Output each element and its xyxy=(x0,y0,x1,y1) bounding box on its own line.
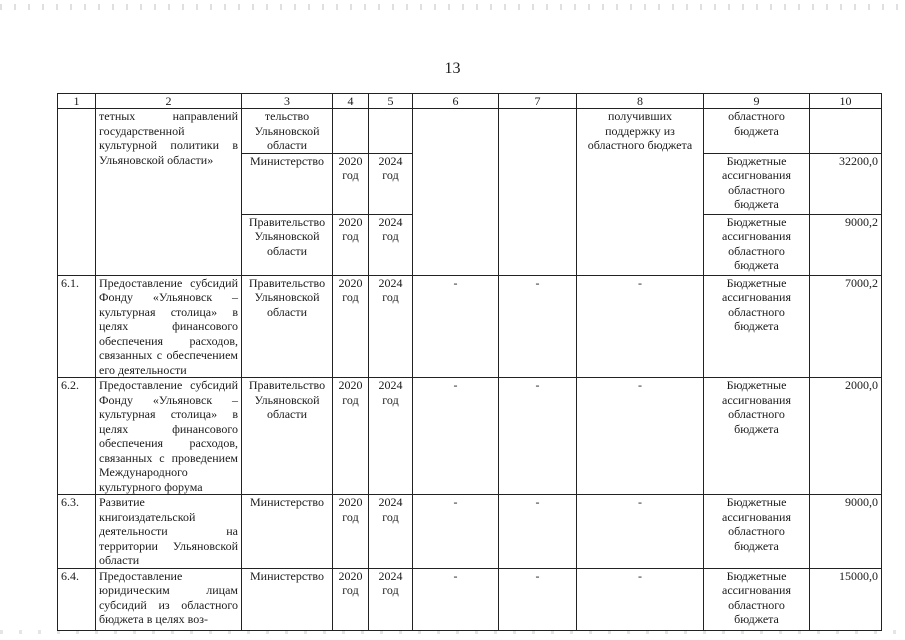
row-end-year: 2024 год xyxy=(369,378,413,495)
row-col6: - xyxy=(413,568,499,630)
row-end-year xyxy=(369,109,413,154)
row-executor: Министерство xyxy=(242,495,333,569)
row-col6: - xyxy=(413,495,499,569)
row-col6 xyxy=(413,109,499,276)
row-amount: 32200,0 xyxy=(810,153,882,214)
row-executor: Министерство xyxy=(242,153,333,214)
row-description: Предоставление юридическим лицам субсидий из областного бюджета в целях воз- xyxy=(96,568,242,630)
row-number: 6.2. xyxy=(58,378,96,495)
scan-noise-bottom xyxy=(0,630,905,634)
row-funding-source: Бюджетные ассигнования областного бюджета xyxy=(704,568,810,630)
row-amount: 9000,2 xyxy=(810,214,882,275)
row-number: 6.3. xyxy=(58,495,96,569)
row-description: Развитие книгоиздательской деятельности на территории Ульяновской области xyxy=(96,495,242,569)
col-num-5: 5 xyxy=(369,94,413,109)
row-indicator: получивших поддержку из областного бюджета xyxy=(577,109,704,276)
row-funding-source: Бюджетные ассигнования областного бюджета xyxy=(704,275,810,378)
row-start-year xyxy=(333,109,369,154)
row-start-year: 2020 год xyxy=(333,378,369,495)
row-amount: 9000,0 xyxy=(810,495,882,569)
row-col7: - xyxy=(499,495,577,569)
row-executor: Правительство Ульяновской области xyxy=(242,378,333,495)
row-end-year: 2024 год xyxy=(369,495,413,569)
row-end-year: 2024 год xyxy=(369,153,413,214)
row-number xyxy=(58,109,96,276)
row-col7: - xyxy=(499,378,577,495)
col-num-9: 9 xyxy=(704,94,810,109)
row-description: тетных направлений государственной культурной политики в Ульяновской области» xyxy=(96,109,242,276)
row-indicator: - xyxy=(577,495,704,569)
row-col7 xyxy=(499,109,577,276)
row-start-year: 2020 год xyxy=(333,275,369,378)
row-executor: тельство Ульяновской области xyxy=(242,109,333,154)
row-description: Предоставление субсидий Фонду «Ульяновск – культурная столица» в целях финансового обеспечения расходов, связанных с обеспечением его деятельности xyxy=(96,275,242,378)
program-table xyxy=(57,93,882,631)
row-start-year: 2020 год xyxy=(333,153,369,214)
row-indicator: - xyxy=(577,568,704,630)
row-end-year: 2024 год xyxy=(369,214,413,275)
row-number: 6.4. xyxy=(58,568,96,630)
row-amount: 7000,2 xyxy=(810,275,882,378)
row-end-year: 2024 год xyxy=(369,275,413,378)
col-num-3: 3 xyxy=(242,94,333,109)
col-num-7: 7 xyxy=(499,94,577,109)
row-start-year: 2020 год xyxy=(333,495,369,569)
col-num-4: 4 xyxy=(333,94,369,109)
table-row xyxy=(58,275,882,378)
table-row xyxy=(58,109,882,154)
row-col6: - xyxy=(413,378,499,495)
table-row xyxy=(58,568,882,630)
col-num-2: 2 xyxy=(96,94,242,109)
row-funding-source: областного бюджета xyxy=(704,109,810,154)
row-col7: - xyxy=(499,275,577,378)
row-funding-source: Бюджетные ассигнования областного бюджета xyxy=(704,153,810,214)
row-description: Предоставление субсидий Фонду «Ульяновск – культурная столица» в целях финансового обеспечения расходов, связанных с проведением Международного культурного форума xyxy=(96,378,242,495)
row-executor: Министерство xyxy=(242,568,333,630)
column-number-row xyxy=(58,94,882,109)
row-start-year: 2020 год xyxy=(333,568,369,630)
row-funding-source: Бюджетные ассигнования областного бюджета xyxy=(704,214,810,275)
row-indicator: - xyxy=(577,275,704,378)
row-executor: Правительство Ульяновской области xyxy=(242,214,333,275)
row-indicator: - xyxy=(577,378,704,495)
col-num-10: 10 xyxy=(810,94,882,109)
col-num-6: 6 xyxy=(413,94,499,109)
table-row xyxy=(58,495,882,569)
table-row xyxy=(58,378,882,495)
row-col7: - xyxy=(499,568,577,630)
row-amount: 15000,0 xyxy=(810,568,882,630)
row-col6: - xyxy=(413,275,499,378)
row-amount: 2000,0 xyxy=(810,378,882,495)
row-funding-source: Бюджетные ассигнования областного бюджета xyxy=(704,378,810,495)
scan-noise-top xyxy=(0,4,905,10)
col-num-8: 8 xyxy=(577,94,704,109)
row-funding-source: Бюджетные ассигнования областного бюджета xyxy=(704,495,810,569)
col-num-1: 1 xyxy=(58,94,96,109)
row-amount xyxy=(810,109,882,154)
row-number: 6.1. xyxy=(58,275,96,378)
row-executor: Правительство Ульяновской области xyxy=(242,275,333,378)
row-start-year: 2020 год xyxy=(333,214,369,275)
page-number: 13 xyxy=(444,60,461,77)
row-end-year: 2024 год xyxy=(369,568,413,630)
